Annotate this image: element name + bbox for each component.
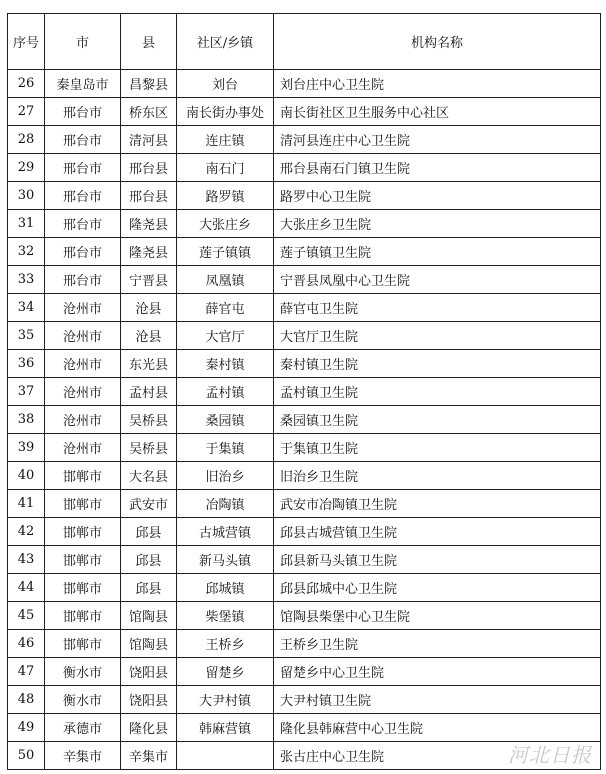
table-row: [8, 630, 601, 658]
cell-no: 31: [8, 210, 45, 238]
cell-town: 路罗镇: [177, 182, 274, 210]
cell-town: 薛官屯: [177, 294, 274, 322]
table-row: [8, 574, 601, 602]
cell-town: 柴堡镇: [177, 602, 274, 630]
cell-town: 秦村镇: [177, 350, 274, 378]
cell-town: 刘台: [177, 70, 274, 98]
cell-org: 旧治乡卫生院: [274, 462, 601, 490]
cell-city: 邢台市: [45, 182, 121, 210]
table-row: [8, 182, 601, 210]
cell-town: 南长街办事处: [177, 98, 274, 126]
cell-org: 馆陶县柴堡中心卫生院: [274, 602, 601, 630]
cell-no: 29: [8, 154, 45, 182]
cell-org: 南长街社区卫生服务中心社区: [274, 98, 601, 126]
cell-no: 36: [8, 350, 45, 378]
table-row: [8, 546, 601, 574]
cell-county: 饶阳县: [121, 686, 177, 714]
cell-town: 凤凰镇: [177, 266, 274, 294]
cell-no: 46: [8, 630, 45, 658]
cell-no: 44: [8, 574, 45, 602]
cell-county: 邱县: [121, 574, 177, 602]
cell-no: 39: [8, 434, 45, 462]
cell-town: 韩麻营镇: [177, 714, 274, 742]
cell-org: 武安市冶陶镇卫生院: [274, 490, 601, 518]
cell-city: 邯郸市: [45, 630, 121, 658]
table-row: [8, 210, 601, 238]
cell-no: 30: [8, 182, 45, 210]
header-town: 社区/乡镇: [177, 14, 274, 70]
table-row: [8, 518, 601, 546]
cell-no: 50: [8, 742, 45, 770]
cell-city: 邯郸市: [45, 602, 121, 630]
cell-org: 留楚乡中心卫生院: [274, 658, 601, 686]
cell-town: 莲子镇镇: [177, 238, 274, 266]
cell-town: 大张庄乡: [177, 210, 274, 238]
cell-city: 邯郸市: [45, 462, 121, 490]
cell-org: 大张庄乡卫生院: [274, 210, 601, 238]
cell-county: 大名县: [121, 462, 177, 490]
cell-no: 28: [8, 126, 45, 154]
cell-town: 邱城镇: [177, 574, 274, 602]
cell-org: 刘台庄中心卫生院: [274, 70, 601, 98]
cell-county: 隆尧县: [121, 210, 177, 238]
cell-org: 薛官屯卫生院: [274, 294, 601, 322]
cell-city: 秦皇岛市: [45, 70, 121, 98]
header-org: 机构名称: [274, 14, 601, 70]
table-row: [8, 434, 601, 462]
cell-town: 连庄镇: [177, 126, 274, 154]
cell-city: 邢台市: [45, 98, 121, 126]
cell-org: 张古庄中心卫生院: [274, 742, 601, 770]
cell-org: 宁晋县凤凰中心卫生院: [274, 266, 601, 294]
cell-no: 33: [8, 266, 45, 294]
cell-town: 王桥乡: [177, 630, 274, 658]
table-row: [8, 322, 601, 350]
cell-no: 43: [8, 546, 45, 574]
table-row: [8, 378, 601, 406]
cell-no: 35: [8, 322, 45, 350]
cell-county: 馆陶县: [121, 630, 177, 658]
cell-city: 衡水市: [45, 686, 121, 714]
cell-city: 邢台市: [45, 210, 121, 238]
table-row: [8, 154, 601, 182]
table-row: [8, 462, 601, 490]
header-county: 县: [121, 14, 177, 70]
cell-city: 沧州市: [45, 294, 121, 322]
cell-org: 邢台县南石门镇卫生院: [274, 154, 601, 182]
cell-city: 衡水市: [45, 658, 121, 686]
cell-county: 隆尧县: [121, 238, 177, 266]
cell-no: 42: [8, 518, 45, 546]
table-row: [8, 602, 601, 630]
cell-org: 邱县古城营镇卫生院: [274, 518, 601, 546]
cell-org: 邱县邱城中心卫生院: [274, 574, 601, 602]
cell-town: 留楚乡: [177, 658, 274, 686]
cell-org: 孟村镇卫生院: [274, 378, 601, 406]
cell-no: 32: [8, 238, 45, 266]
table-row: [8, 714, 601, 742]
cell-county: 东光县: [121, 350, 177, 378]
table-row: [8, 98, 601, 126]
cell-no: 34: [8, 294, 45, 322]
cell-city: 辛集市: [45, 742, 121, 770]
cell-county: 邱县: [121, 518, 177, 546]
cell-no: 27: [8, 98, 45, 126]
institution-table: [7, 13, 601, 770]
cell-county: 饶阳县: [121, 658, 177, 686]
cell-town: 大尹村镇: [177, 686, 274, 714]
cell-org: 清河县连庄中心卫生院: [274, 126, 601, 154]
table-header-row: [8, 14, 601, 70]
cell-county: 孟村县: [121, 378, 177, 406]
cell-city: 邢台市: [45, 238, 121, 266]
table-row: [8, 70, 601, 98]
cell-county: 武安市: [121, 490, 177, 518]
cell-town: 桑园镇: [177, 406, 274, 434]
cell-no: 26: [8, 70, 45, 98]
cell-no: 49: [8, 714, 45, 742]
cell-city: 沧州市: [45, 350, 121, 378]
header-city: 市: [45, 14, 121, 70]
cell-city: 邢台市: [45, 266, 121, 294]
table-row: [8, 294, 601, 322]
table-row: [8, 406, 601, 434]
cell-city: 邯郸市: [45, 518, 121, 546]
cell-town: 于集镇: [177, 434, 274, 462]
cell-county: 清河县: [121, 126, 177, 154]
table-row: [8, 658, 601, 686]
cell-county: 辛集市: [121, 742, 177, 770]
cell-no: 48: [8, 686, 45, 714]
cell-county: 吴桥县: [121, 406, 177, 434]
table-row: [8, 350, 601, 378]
cell-county: 邱县: [121, 546, 177, 574]
table-row: [8, 686, 601, 714]
cell-county: 吴桥县: [121, 434, 177, 462]
cell-county: 隆化县: [121, 714, 177, 742]
cell-no: 38: [8, 406, 45, 434]
cell-city: 沧州市: [45, 406, 121, 434]
cell-county: 邢台县: [121, 182, 177, 210]
cell-no: 40: [8, 462, 45, 490]
cell-no: 37: [8, 378, 45, 406]
cell-org: 秦村镇卫生院: [274, 350, 601, 378]
table-row: [8, 238, 601, 266]
cell-org: 桑园镇卫生院: [274, 406, 601, 434]
cell-town: 大官厅: [177, 322, 274, 350]
cell-no: 47: [8, 658, 45, 686]
cell-town: 冶陶镇: [177, 490, 274, 518]
cell-town: [177, 742, 274, 770]
cell-county: 馆陶县: [121, 602, 177, 630]
cell-org: 大官厅卫生院: [274, 322, 601, 350]
watermark-logo: 河北日报: [508, 743, 592, 767]
table-row: [8, 126, 601, 154]
cell-city: 沧州市: [45, 434, 121, 462]
cell-org: 王桥乡卫生院: [274, 630, 601, 658]
cell-town: 孟村镇: [177, 378, 274, 406]
cell-town: 南石门: [177, 154, 274, 182]
cell-city: 邢台市: [45, 126, 121, 154]
cell-county: 昌黎县: [121, 70, 177, 98]
cell-org: 邱县新马头镇卫生院: [274, 546, 601, 574]
cell-city: 承德市: [45, 714, 121, 742]
cell-org: 路罗中心卫生院: [274, 182, 601, 210]
cell-city: 邢台市: [45, 154, 121, 182]
cell-city: 邯郸市: [45, 574, 121, 602]
cell-county: 沧县: [121, 322, 177, 350]
cell-org: 大尹村镇卫生院: [274, 686, 601, 714]
cell-city: 邯郸市: [45, 546, 121, 574]
cell-org: 于集镇卫生院: [274, 434, 601, 462]
cell-no: 45: [8, 602, 45, 630]
cell-town: 古城营镇: [177, 518, 274, 546]
cell-no: 41: [8, 490, 45, 518]
cell-county: 邢台县: [121, 154, 177, 182]
cell-town: 新马头镇: [177, 546, 274, 574]
cell-county: 桥东区: [121, 98, 177, 126]
header-no: 序号: [8, 14, 45, 70]
cell-city: 沧州市: [45, 378, 121, 406]
cell-county: 沧县: [121, 294, 177, 322]
table-row: [8, 490, 601, 518]
cell-city: 沧州市: [45, 322, 121, 350]
cell-org: 隆化县韩麻营中心卫生院: [274, 714, 601, 742]
cell-org: 莲子镇镇卫生院: [274, 238, 601, 266]
cell-county: 宁晋县: [121, 266, 177, 294]
table-row: [8, 266, 601, 294]
cell-town: 旧治乡: [177, 462, 274, 490]
cell-city: 邯郸市: [45, 490, 121, 518]
